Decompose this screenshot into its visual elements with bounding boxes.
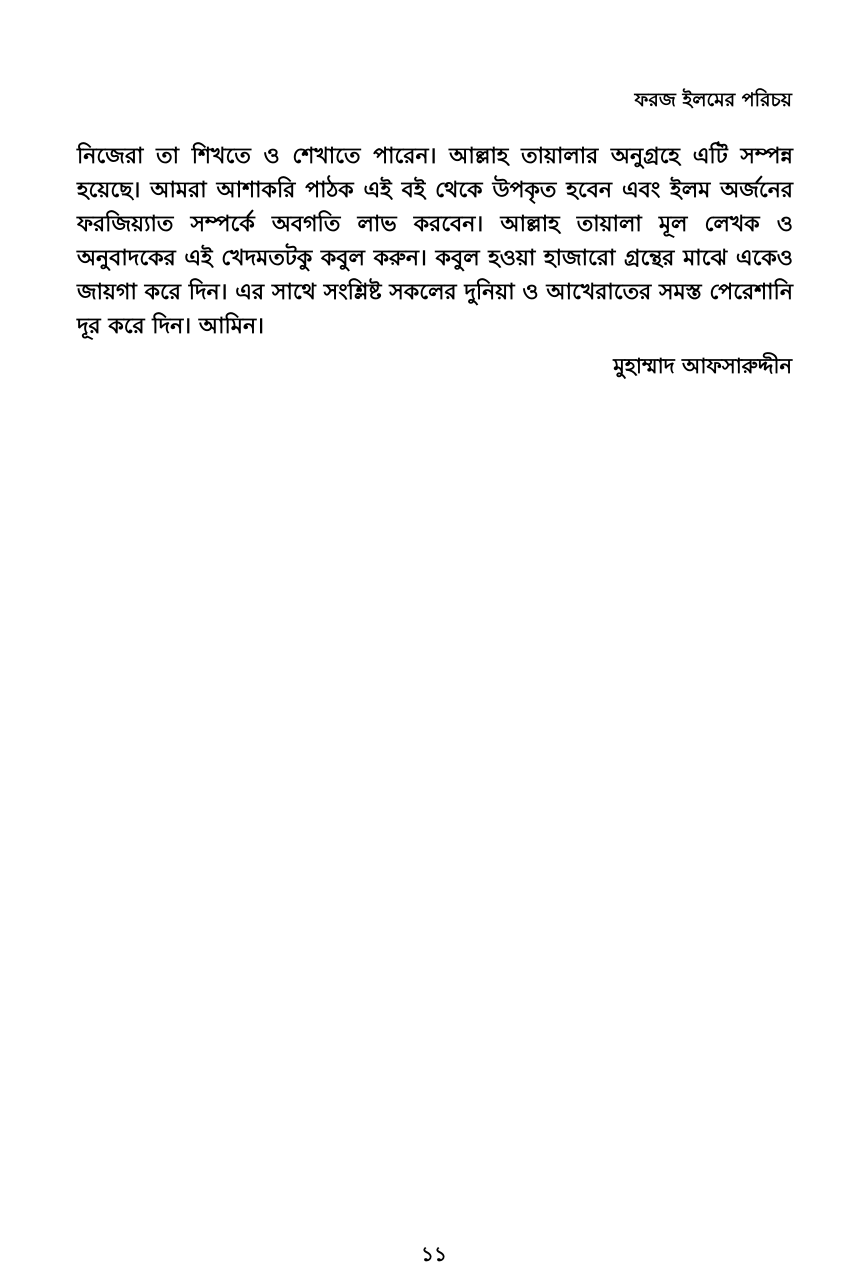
author-signature: মুহাম্মাদ আফসারুদ্দীন <box>613 354 792 378</box>
page-number: ১১ <box>421 1242 447 1266</box>
body-paragraph: নিজেরা তা শিখতে ও শেখাতে পারেন। আল্লাহ তায়ালার অনুগ্রহে এটি সম্পন্ন হয়েছে। আমরা আশাকরি পাঠক এই বই থেকে উপকৃত হবেন এবং ইলম অর্জনের ফরজিয়্যাত সম্পর্কে অবগতি লাভ করবেন। আল্লাহ তায়ালা মূল লেখক ও অনুবাদকের এই খেদমতটকু কবুল করুন। কবুল হওয়া হাজারো গ্রন্থের মাঝে একেও জায়গা করে দিন। এর সাথে সংশ্লিষ্ট সকলের দুনিয়া ও আখেরাতের সমস্ত পেরেশানি দূর করে দিন। আমিন। <box>77 144 793 339</box>
running-header-title: ফরজ ইলমের পরিচয় <box>634 89 792 111</box>
